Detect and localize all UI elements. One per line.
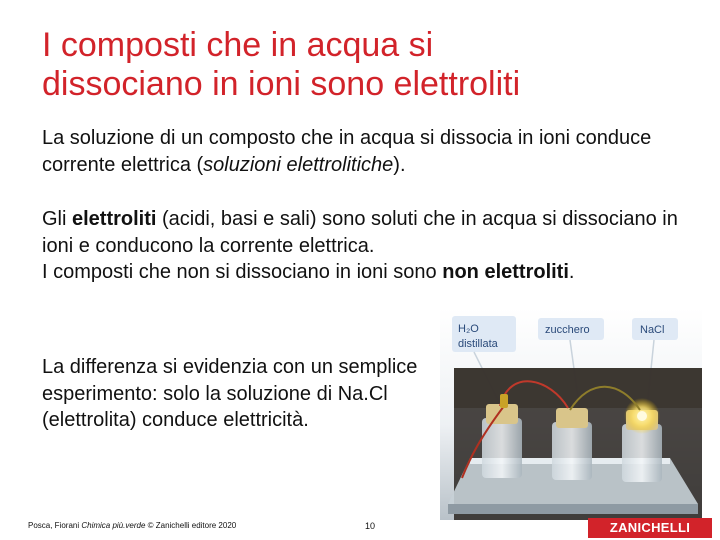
credit-text-a: Posca, Fiorani <box>28 521 82 530</box>
label-sugar: zucchero <box>545 324 590 336</box>
slide-title <box>42 26 702 104</box>
p2-bold-non-electrolytes: non elettroliti <box>442 261 569 283</box>
p1-text-a: La soluzione di un composto che in acqua si dissocia in ioni conduce corrente elettrica ( <box>42 127 652 176</box>
p2-text-c: I composti che non si dissociano in ioni sono <box>42 261 443 283</box>
beaker-sugar <box>552 408 592 480</box>
p1-italic-term: soluzioni elettrolitiche <box>203 153 394 176</box>
paragraph-experiment: La differenza si evidenzia con un semplice esperimento: solo la soluzione di Na.Cl (elettrolita) conduce elettricità. <box>42 356 418 431</box>
page-number: 10 <box>365 521 376 531</box>
p2-bold-electrolytes: elettroliti <box>72 208 157 230</box>
p1-text-b: ). <box>393 153 406 176</box>
paragraph-definition <box>42 125 692 178</box>
publisher-logo: ZANICHELLI <box>588 518 712 538</box>
p2-text-d: . <box>568 261 575 283</box>
p2-text-a: Gli <box>42 208 72 230</box>
plug <box>500 394 508 408</box>
paragraph-electrolytes <box>42 206 692 286</box>
label-water-line1: H₂O <box>458 323 479 335</box>
p2-text-b: (acidi, basi e sali) sono soluti che in acqua si dissociano in ioni e conducono la corrente elettrica. <box>42 208 678 257</box>
beaker-water <box>482 404 522 478</box>
credit-text-b: © Zanichelli editore 2020 <box>145 521 237 530</box>
title-line-1: I composti che in acqua si <box>42 26 434 64</box>
footer-credit <box>28 521 236 530</box>
credit-book-title: Chimica più.verde <box>81 521 146 530</box>
label-water-line2: distillata <box>458 338 498 350</box>
title-line-2: dissociano in ioni sono elettroliti <box>42 65 521 103</box>
beaker-salt <box>622 398 662 482</box>
experiment-photo <box>440 308 702 520</box>
label-salt: NaCl <box>640 324 665 336</box>
